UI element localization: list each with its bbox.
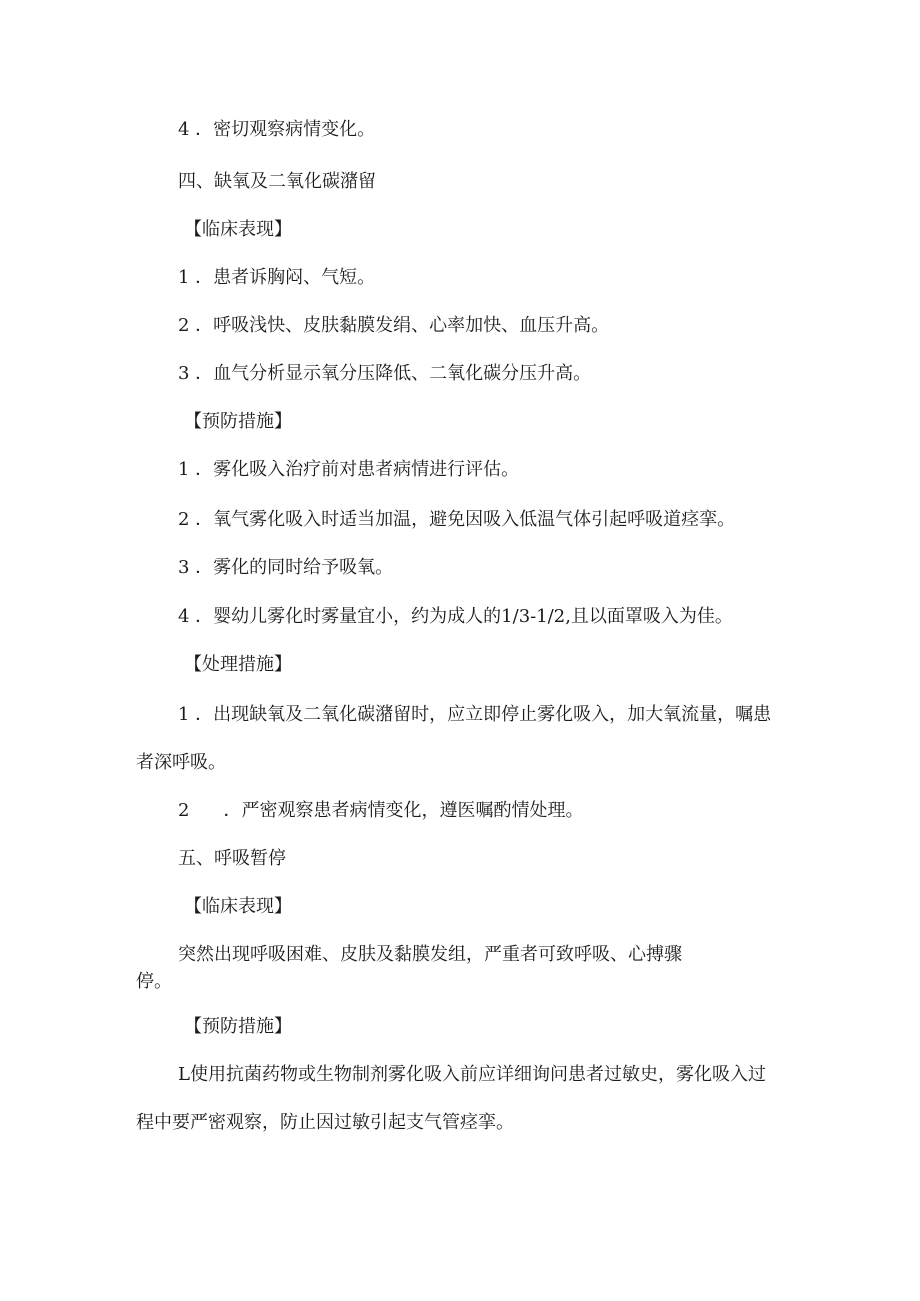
list-item: 1 ．患者诉胸闷、气短。 [178, 267, 376, 288]
list-item [178, 799, 583, 823]
section-heading: 五、呼吸暂停 [178, 848, 286, 869]
subsection-heading: 【预防措施】 [184, 1016, 292, 1037]
subsection-heading: 【处理措施】 [184, 654, 292, 675]
list-item: 3 ．雾化的同时给予吸氧。 [178, 557, 394, 578]
subsection-heading: 【临床表现】 [184, 896, 292, 917]
item-number: 2 [178, 800, 190, 821]
list-item-continuation: 者深呼吸。 [136, 752, 226, 773]
list-item: 2 ．呼吸浅快、皮肤黏膜发绢、心率加快、血压升高。 [178, 315, 610, 336]
item-text: ．严密观察患者病情变化，遵医嘱酌情处理。 [223, 800, 584, 821]
list-item: 1 ．雾化吸入治疗前对患者病情进行评估。 [178, 459, 520, 480]
subsection-heading: 【临床表现】 [184, 219, 292, 240]
list-item: 1 ．出现缺氧及二氧化碳潴留时，应立即停止雾化吸入，加大氧流量，嘱患 [178, 704, 772, 725]
subsection-heading: 【预防措施】 [184, 411, 292, 432]
list-item: 3 ．血气分析显示氧分压降低、二氧化碳分压升高。 [178, 363, 592, 384]
list-item-continuation: 程中要严密观察，防止因过敏引起支气管痉挛。 [136, 1112, 514, 1133]
list-item: 4 ．密切观察病情变化。 [178, 119, 376, 140]
section-heading: 四、缺氧及二氧化碳潴留 [178, 171, 376, 192]
paragraph-continuation: 停。 [136, 971, 172, 992]
list-item: L使用抗菌药物或生物制剂雾化吸入前应详细询问患者过敏史，雾化吸入过 [178, 1064, 766, 1085]
list-item: 4 ．婴幼儿雾化时雾量宜小，约为成人的1/3-1/2,且以面罩吸入为佳。 [178, 606, 733, 627]
list-item: 2 ．氧气雾化吸入时适当加温，避免因吸入低温气体引起呼吸道痉挛。 [178, 509, 736, 530]
paragraph: 突然出现呼吸困难、皮肤及黏膜发组，严重者可致呼吸、心搏骤 [178, 944, 682, 965]
